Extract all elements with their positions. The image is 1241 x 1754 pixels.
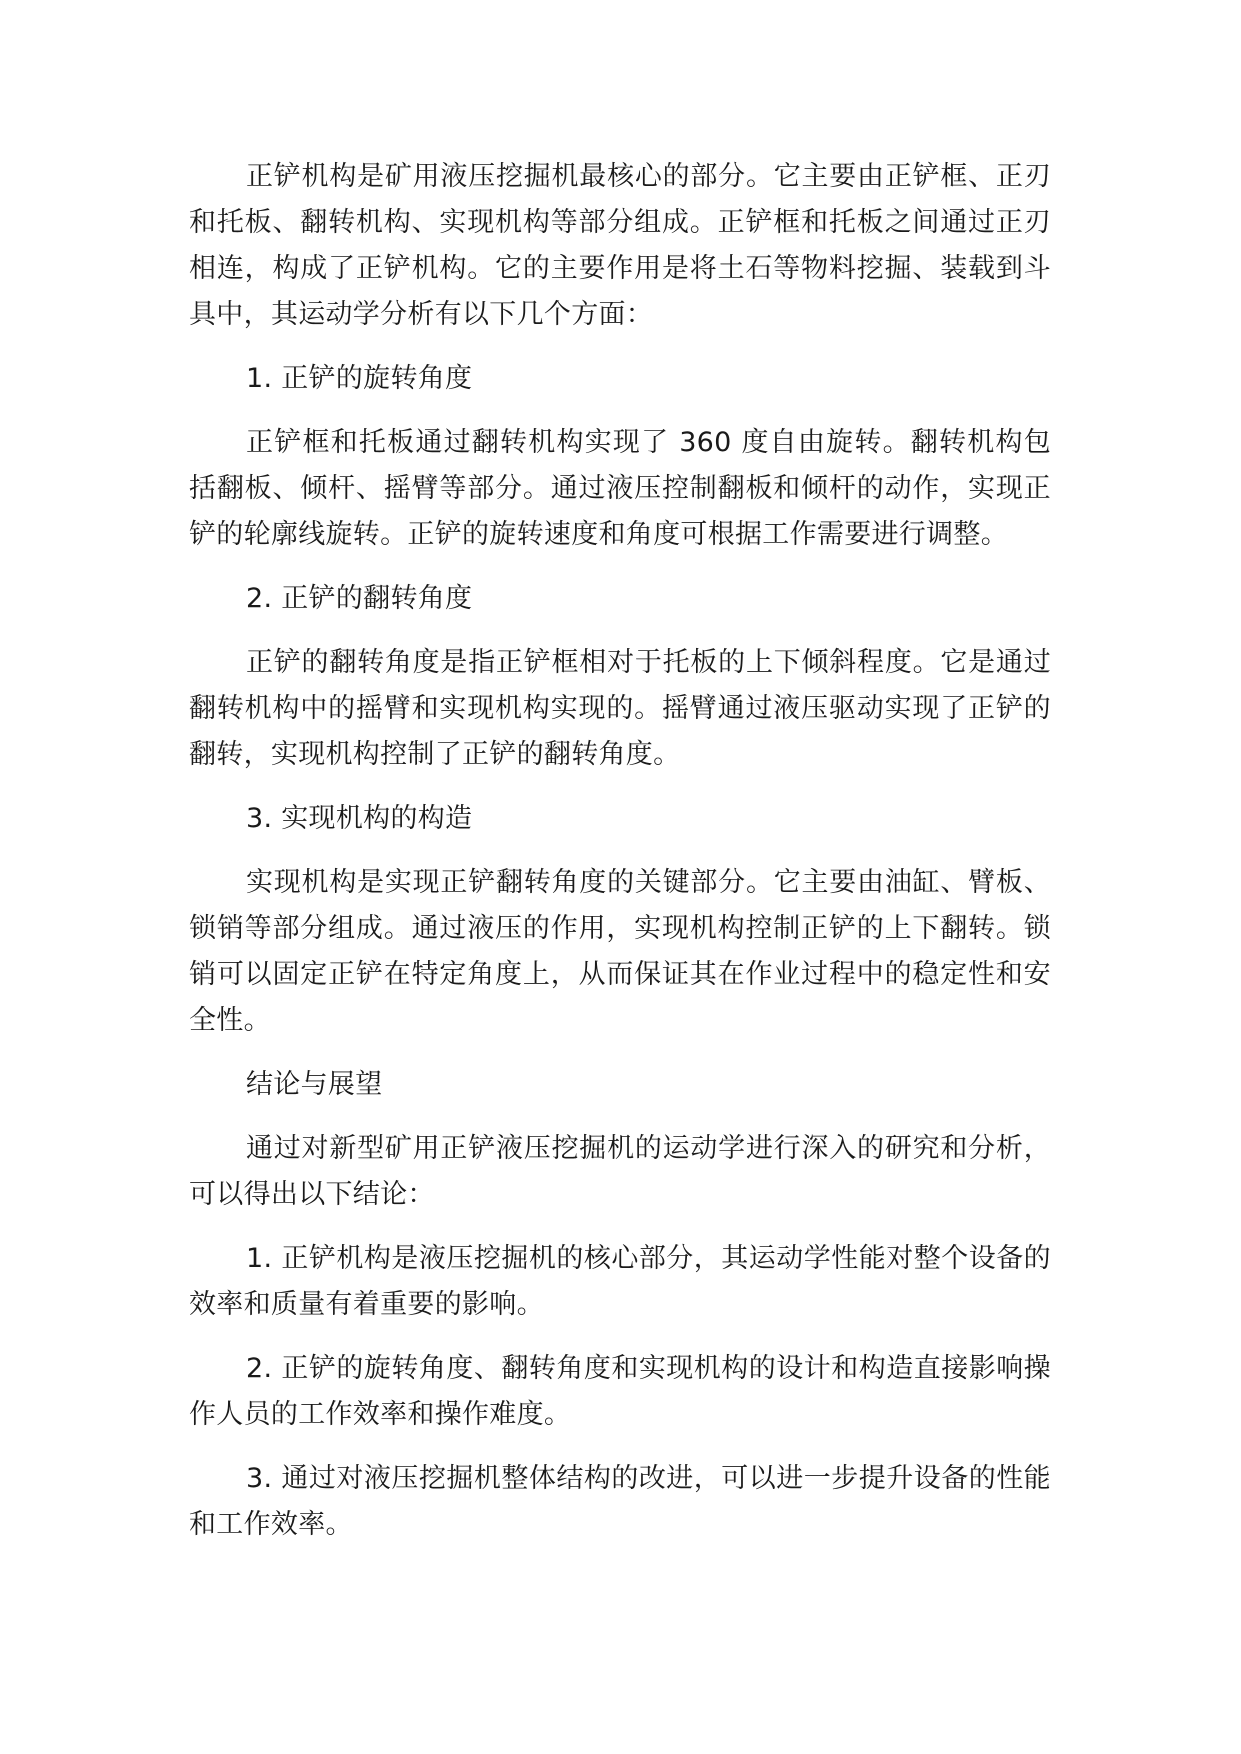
conclusion-item-2: 2. 正铲的旋转角度、翻转角度和实现机构的设计和构造直接影响操作人员的工作效率和操作难度。 <box>189 1353 1051 1430</box>
heading-mechanism-structure: 3. 实现机构的构造 <box>246 803 473 834</box>
document-page <box>189 154 1051 1548</box>
conclusion-item-3: 3. 通过对液压挖掘机整体结构的改进，可以进一步提升设备的性能和工作效率。 <box>189 1463 1051 1540</box>
paragraph-conclusion-intro: 通过对新型矿用正铲液压挖掘机的运动学进行深入的研究和分析，可以得出以下结论： <box>189 1133 1051 1210</box>
paragraph-rotation-angle: 正铲框和托板通过翻转机构实现了 360 度自由旋转。翻转机构包括翻板、倾杆、摇臂等部分。通过液压控制翻板和倾杆的动作，实现正铲的轮廓线旋转。正铲的旋转速度和角度可根据工作需要进行调整。 <box>189 427 1051 550</box>
heading-flip-angle: 2. 正铲的翻转角度 <box>246 583 473 614</box>
heading-conclusion: 结论与展望 <box>246 1069 383 1100</box>
paragraph-intro: 正铲机构是矿用液压挖掘机最核心的部分。它主要由正铲框、正刃和托板、翻转机构、实现机构等部分组成。正铲框和托板之间通过正刃相连，构成了正铲机构。它的主要作用是将土石等物料挖掘、装载到斗具中，其运动学分析有以下几个方面： <box>189 161 1051 330</box>
conclusion-item-1: 1. 正铲机构是液压挖掘机的核心部分，其运动学性能对整个设备的效率和质量有着重要的影响。 <box>189 1243 1051 1320</box>
paragraph-flip-angle: 正铲的翻转角度是指正铲框相对于托板的上下倾斜程度。它是通过翻转机构中的摇臂和实现机构实现的。摇臂通过液压驱动实现了正铲的翻转，实现机构控制了正铲的翻转角度。 <box>189 647 1051 770</box>
heading-rotation-angle: 1. 正铲的旋转角度 <box>246 363 473 394</box>
paragraph-mechanism-structure: 实现机构是实现正铲翻转角度的关键部分。它主要由油缸、臂板、锁销等部分组成。通过液压的作用，实现机构控制正铲的上下翻转。锁销可以固定正铲在特定角度上，从而保证其在作业过程中的稳定性和安全性。 <box>189 867 1051 1036</box>
